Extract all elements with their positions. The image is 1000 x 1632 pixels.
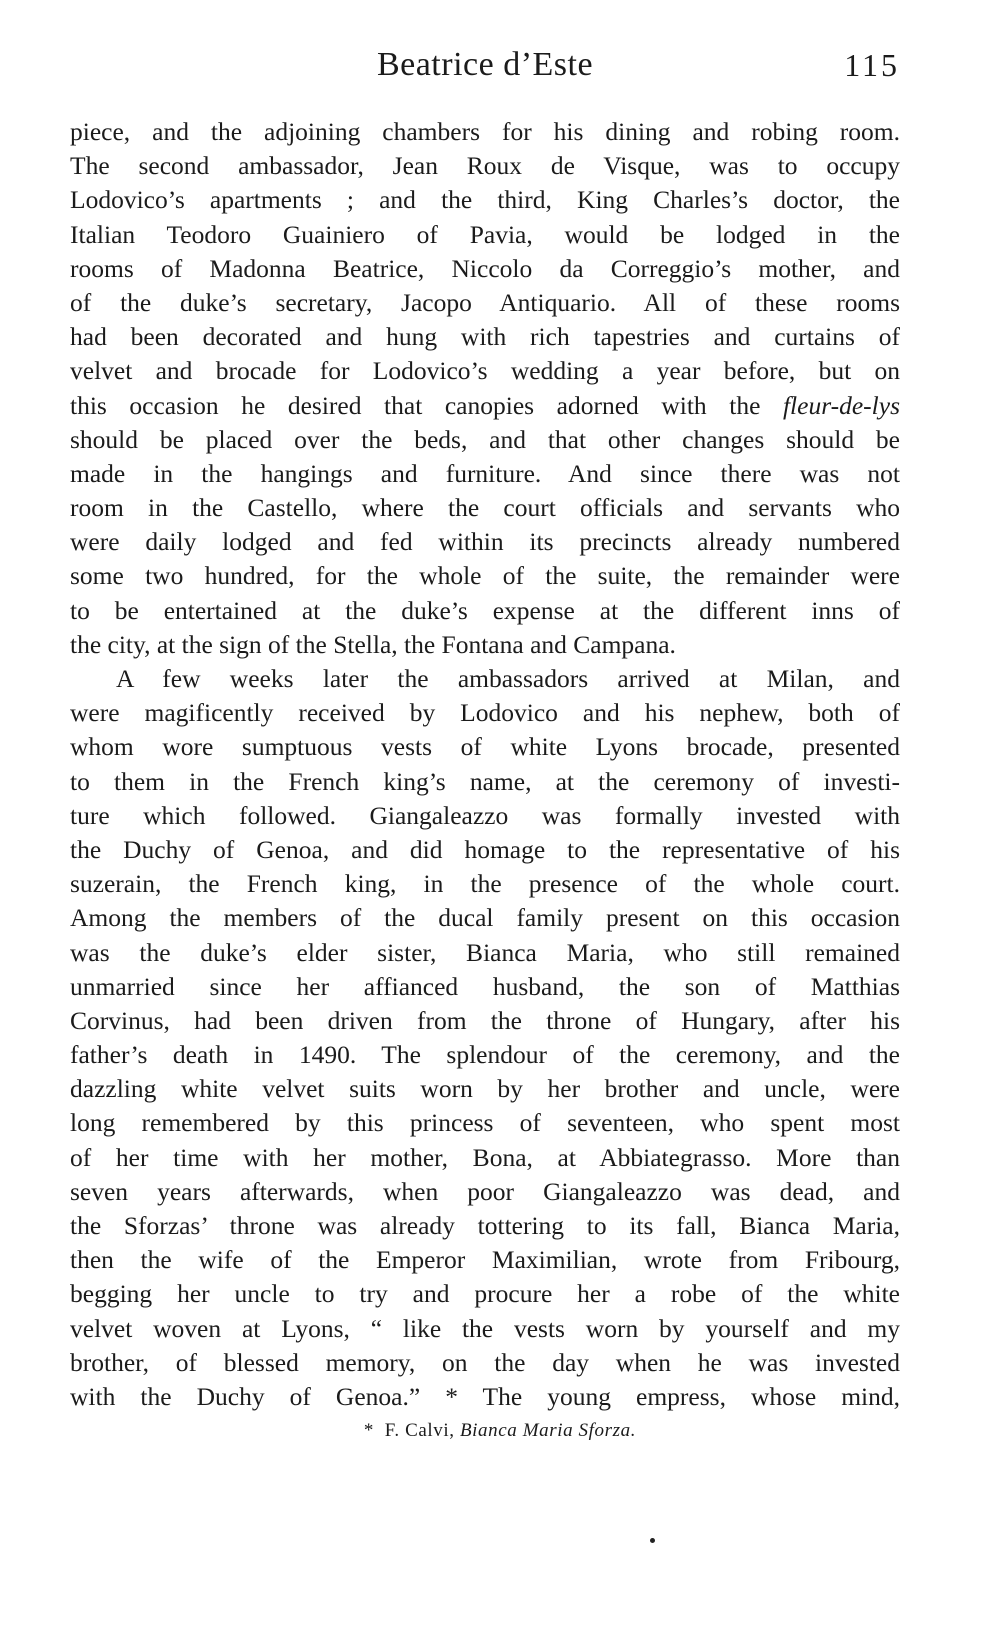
footnote-marker: *: [363, 1420, 375, 1441]
body-text: [70, 115, 900, 1414]
text-line: velvet woven at Lyons, “ like the vests worn by yourself and my: [70, 1313, 900, 1343]
text-line: should be placed over the beds, and that other changes should be: [70, 424, 900, 454]
text-line: to be entertained at the duke’s expense at the different inns of: [70, 595, 900, 625]
text-line: of her time with her mother, Bona, at Abbiategrasso. More than: [70, 1142, 900, 1172]
page-number: 115: [844, 47, 900, 83]
text-line-start: this occasion he desired that canopies adorned with the: [70, 390, 783, 420]
text-line: the Sforzas’ throne was already tottering to its fall, Bianca Maria,: [70, 1211, 900, 1240]
footnote-author: F. Calvi,: [384, 1420, 455, 1441]
text-line: the Duchy of Genoa, and did homage to the representative of his: [70, 834, 900, 864]
paragraph-last-line: the city, at the sign of the Stella, the Fontana and Campana.: [70, 629, 676, 659]
paragraph-first-line: A few weeks later the ambassadors arrived at Milan, and: [116, 664, 900, 693]
text-line: some two hundred, for the whole of the suite, the remainder were: [70, 561, 900, 591]
text-line: unmarried since her affianced husband, the son of Matthias: [70, 971, 900, 1001]
text-line: to them in the French king’s name, at the ceremony of investi-: [70, 766, 900, 796]
text-line: ture which followed. Giangaleazzo was formally invested with: [70, 800, 900, 830]
text-line: then the wife of the Emperor Maximilian, wrote from Fribourg,: [70, 1245, 900, 1275]
text-line: dazzling white velvet suits worn by her brother and uncle, were: [70, 1074, 900, 1104]
text-line: Italian Teodoro Guainiero of Pavia, would be lodged in the: [70, 219, 900, 249]
text-line: begging her uncle to try and procure her a robe of the white: [70, 1279, 900, 1309]
text-line: Lodovico’s apartments ; and the third, King Charles’s doctor, the: [70, 185, 900, 215]
running-head: [70, 42, 900, 88]
text-line: were daily lodged and fed within its precincts already numbered: [70, 527, 900, 557]
text-line-with-italic: [70, 389, 900, 423]
text-line: whom wore sumptuous vests of white Lyons brocade, presented: [70, 732, 900, 762]
text-line: long remembered by this princess of seventeen, who spent most: [70, 1108, 900, 1138]
text-line: room in the Castello, where the court officials and servants who: [70, 493, 900, 523]
text-line: Corvinus, had been driven from the throne of Hungary, after his: [70, 1005, 900, 1035]
text-line: piece, and the adjoining chambers for his dining and robing room.: [70, 117, 900, 146]
text-line: rooms of Madonna Beatrice, Niccolo da Correggio’s mother, and: [70, 253, 900, 283]
text-line: seven years afterwards, when poor Giangaleazzo was dead, and: [70, 1176, 900, 1206]
text-line: brother, of blessed memory, on the day when he was invested: [70, 1347, 900, 1377]
footnote: [0, 1418, 1000, 1444]
ink-speck: [650, 1538, 655, 1543]
text-line: with the Duchy of Genoa.” * The young empress, whose mind,: [70, 1381, 900, 1411]
text-line: were magificently received by Lodovico and his nephew, both of: [70, 698, 900, 728]
footnote-work-title: Bianca Maria Sforza.: [459, 1420, 637, 1441]
text-line: velvet and brocade for Lodovico’s wedding a year before, but on: [70, 356, 900, 386]
text-line: had been decorated and hung with rich tapestries and curtains of: [70, 322, 900, 352]
text-line: suzerain, the French king, in the presence of the whole court.: [70, 869, 900, 899]
text-line: was the duke’s elder sister, Bianca Maria, who still remained: [70, 937, 900, 967]
text-line: made in the hangings and furniture. And since there was not: [70, 458, 900, 488]
text-line: Among the members of the ducal family present on this occasion: [70, 903, 900, 933]
text-line: The second ambassador, Jean Roux de Visque, was to occupy: [70, 151, 900, 181]
running-title: Beatrice d’Este: [376, 46, 594, 83]
italic-phrase: fleur-de-lys: [782, 390, 900, 420]
text-line: of the duke’s secretary, Jacopo Antiquario. All of these rooms: [70, 287, 900, 317]
text-line: father’s death in 1490. The splendour of the ceremony, and the: [70, 1040, 900, 1070]
